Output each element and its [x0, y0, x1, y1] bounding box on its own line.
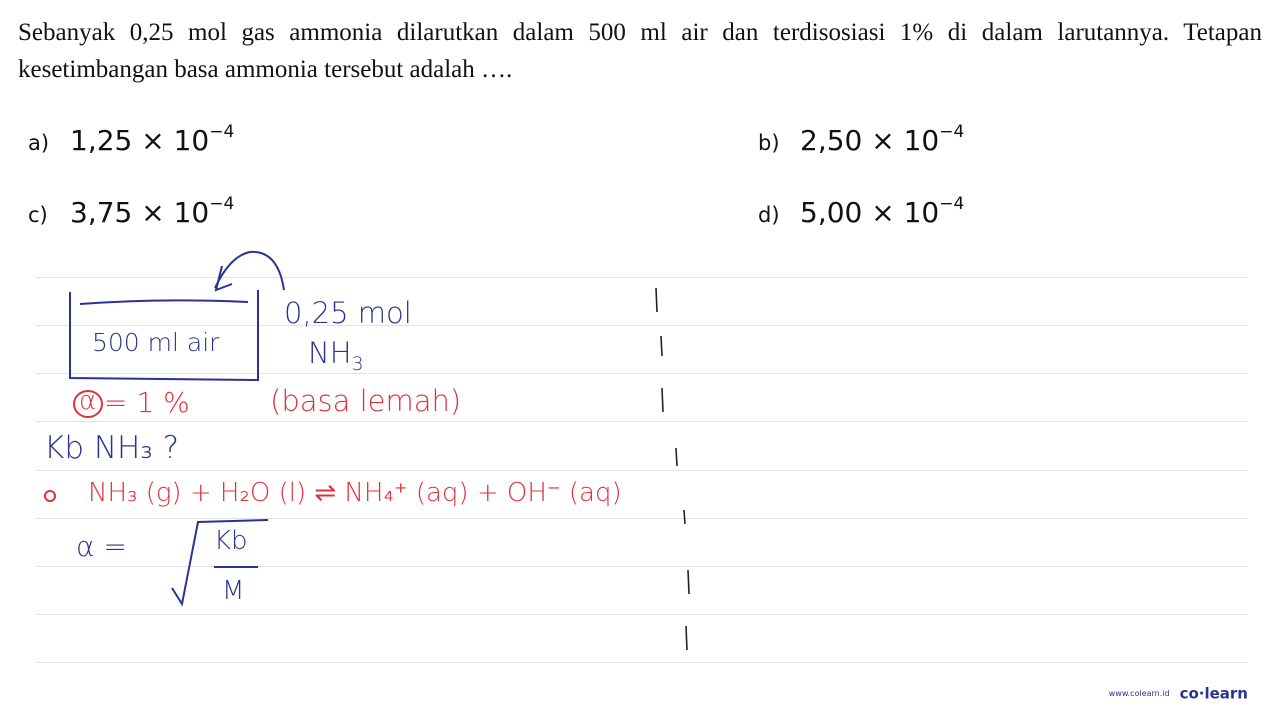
option-d-exponent: −4: [939, 193, 965, 214]
box-label: 500 ml air: [92, 328, 220, 357]
formula-denominator: M: [222, 576, 245, 606]
option-d-mantissa: 5,00 × 10: [800, 196, 940, 229]
question-text: Sebanyak 0,25 mol gas ammonia dilarutkan dalam 500 ml air dan terdisosiasi 1% di dalam larutannya. Tetapan kesetimbangan basa ammonia tersebut adalah ….: [18, 19, 1262, 83]
margin-ticks: [656, 288, 689, 650]
alpha-symbol: α: [79, 386, 97, 416]
option-d-label: d): [758, 203, 780, 227]
option-c-exponent: −4: [209, 193, 235, 214]
kb-question: Kb NH₃ ?: [44, 430, 180, 466]
option-b-mantissa: 2,50 × 10: [800, 124, 940, 157]
compound-note: [308, 336, 364, 375]
option-a-label: a): [28, 131, 50, 155]
compound-subscript: 3: [351, 352, 364, 375]
brand-watermark: [1109, 683, 1248, 703]
base-type-note: (basa lemah): [270, 384, 462, 418]
option-a-mantissa: 1,25 × 10: [70, 124, 210, 157]
formula-numerator: Kb: [214, 526, 248, 556]
bullet-dot: [45, 491, 55, 501]
brand-site: www.colearn.id: [1108, 689, 1170, 698]
option-b-exponent: −4: [939, 121, 965, 142]
reaction-equation: NH₃ (g) + H₂O (l) ⇌ NH₄⁺ (aq) + OH⁻ (aq): [88, 478, 622, 508]
alpha-value: = 1 %: [104, 386, 190, 419]
option-b-label: b): [758, 131, 780, 155]
option-c-mantissa: 3,75 × 10: [70, 196, 210, 229]
option-c-label: c): [28, 203, 48, 227]
moles-note: 0,25 mol: [284, 296, 412, 330]
compound-formula: NH: [308, 336, 352, 370]
brand-logo: co·learn: [1179, 684, 1248, 703]
option-a-exponent: −4: [209, 121, 235, 142]
dissolve-arrow: [215, 252, 284, 290]
formula-lhs: α =: [76, 530, 127, 563]
